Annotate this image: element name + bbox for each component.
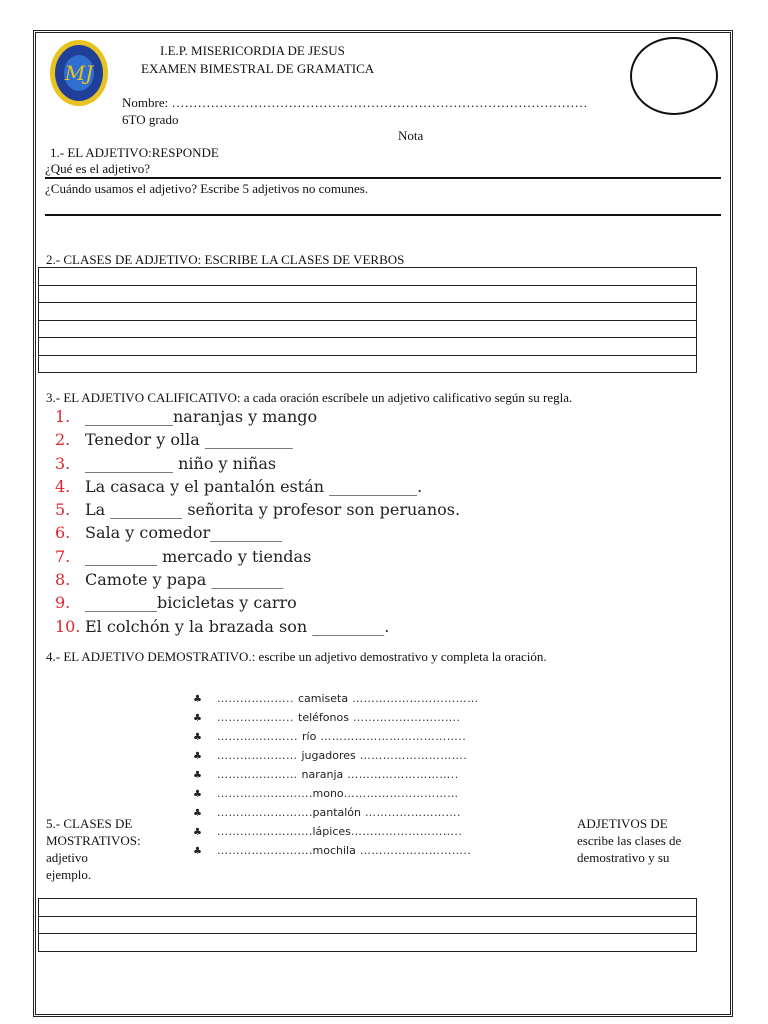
q4-demonstrative-list <box>193 690 479 861</box>
q3-sentence-list <box>55 407 460 640</box>
q1-question-b: ¿Cuándo usamos el adjetivo? Escribe 5 adjetivos no comunes. <box>45 181 369 196</box>
q3-sentence-2[interactable]: 2. Tenedor y olla ___________ <box>55 430 293 450</box>
q4-item-4[interactable]: ♣ ………………… jugadores ………………………. <box>193 747 479 766</box>
club-bullet-icon: ♣ <box>193 789 202 800</box>
q3-sentence-1[interactable]: 1. ___________naranjas y mango <box>55 407 318 426</box>
club-bullet-icon: ♣ <box>193 751 202 762</box>
q4-item-9[interactable]: ♣ …………………….mochila ……………………….. <box>193 842 479 861</box>
q5-left-line-2: MOSTRATIVOS: <box>46 833 141 848</box>
q4-item-5[interactable]: ♣ ………………… naranja ……………………….. <box>193 766 479 785</box>
q4-item-7[interactable]: ♣ …………………….pantalón ……………………. <box>193 804 479 823</box>
item-number: 5. <box>55 500 71 520</box>
q2-answer-row[interactable] <box>39 285 697 303</box>
nota-label: Nota <box>398 128 424 143</box>
school-name: I.E.P. MISERICORDIA DE JESUS <box>160 43 345 58</box>
q3-sentence-3[interactable]: 3. ___________ niño y niñas <box>55 453 277 473</box>
q3-sentence-5[interactable]: 5. La _________ señorita y profesor son peruanos. <box>55 500 461 520</box>
q5-right-line-3: demostrativo y su <box>577 850 670 865</box>
q4-item-2[interactable]: ♣ ……………….. teléfonos ………………………. <box>193 709 479 728</box>
q2-title: 2.- CLASES DE ADJETIVO: ESCRIBE LA CLASES DE VERBOS <box>46 252 405 267</box>
club-bullet-icon: ♣ <box>193 827 202 838</box>
item-number: 7. <box>55 546 71 566</box>
club-bullet-icon: ♣ <box>193 694 202 705</box>
club-bullet-icon: ♣ <box>193 808 202 819</box>
q3-sentence-6[interactable]: 6. Sala y comedor_________ <box>55 523 283 543</box>
q4-item-3[interactable]: ♣ ………………... río ……………………………….. <box>193 728 479 747</box>
item-number: 10. <box>55 616 81 636</box>
q2-answer-row[interactable] <box>39 268 697 286</box>
q2-answer-row[interactable] <box>39 303 697 321</box>
q5-right-line-1: ADJETIVOS DE <box>577 816 668 831</box>
q2-answer-row[interactable] <box>39 320 697 338</box>
item-number: 2. <box>55 430 71 450</box>
q5-right-line-2: escribe las clases de <box>577 833 682 848</box>
q1-question-a: ¿Qué es el adjetivo? <box>45 161 151 176</box>
grade-circle <box>630 37 718 115</box>
item-number: 6. <box>55 523 71 543</box>
q3-sentence-8[interactable]: 8. Camote y papa _________ <box>55 570 284 590</box>
q1-answer-line-a[interactable] <box>45 177 721 179</box>
club-bullet-icon: ♣ <box>193 846 202 857</box>
q3-sentence-10[interactable]: 10. El colchón y la brazada son _________. <box>55 616 390 636</box>
logo-letters: MJ <box>64 61 94 85</box>
q2-answer-table[interactable] <box>38 267 697 373</box>
name-field[interactable]: Nombre: …………………………………………………………………………………… <box>122 95 588 110</box>
q5-left-line-1: 5.- CLASES DE <box>46 816 133 831</box>
item-number: 8. <box>55 570 71 590</box>
q5-answer-table[interactable] <box>38 898 697 952</box>
q2-answer-row[interactable] <box>39 338 697 356</box>
q4-item-8[interactable]: ♣ …………………….lápices……………………….. <box>193 823 479 842</box>
q4-item-1[interactable]: ♣ ……………….. camiseta …………………………… <box>193 690 479 709</box>
q3-sentence-7[interactable]: 7. _________ mercado y tiendas <box>55 546 312 566</box>
q3-sentence-9[interactable]: 9. _________bicicletas y carro <box>55 593 297 613</box>
item-number: 4. <box>55 476 71 496</box>
item-number: 1. <box>55 407 71 426</box>
q4-title: 4.- EL ADJETIVO DEMOSTRATIVO.: escribe un adjetivo demostrativo y completa la oración. <box>46 649 547 664</box>
item-number: 9. <box>55 593 71 613</box>
school-logo <box>49 39 109 107</box>
q3-sentence-4[interactable]: 4. La casaca y el pantalón están ___________. <box>55 476 423 496</box>
grade-label: 6TO grado <box>122 112 179 127</box>
exam-title: EXAMEN BIMESTRAL DE GRAMATICA <box>141 61 375 76</box>
q5-answer-row[interactable] <box>39 899 697 917</box>
q1-title: 1.- EL ADJETIVO:RESPONDE <box>50 145 219 160</box>
q5-answer-row[interactable] <box>39 934 697 952</box>
q5-answer-row[interactable] <box>39 916 697 934</box>
club-bullet-icon: ♣ <box>193 713 202 724</box>
club-bullet-icon: ♣ <box>193 770 202 781</box>
q4-item-6[interactable]: ♣ …………………….mono………………………… <box>193 785 479 804</box>
club-bullet-icon: ♣ <box>193 732 202 743</box>
item-number: 3. <box>55 453 71 473</box>
q5-left-line-3: adjetivo <box>46 850 88 865</box>
q1-answer-line-b[interactable] <box>45 214 721 216</box>
q5-left-line-4: ejemplo. <box>46 867 92 882</box>
q3-title: 3.- EL ADJETIVO CALIFICATIVO: a cada oración escríbele un adjetivo calificativo según su regla. <box>46 390 573 405</box>
q2-answer-row[interactable] <box>39 355 697 373</box>
